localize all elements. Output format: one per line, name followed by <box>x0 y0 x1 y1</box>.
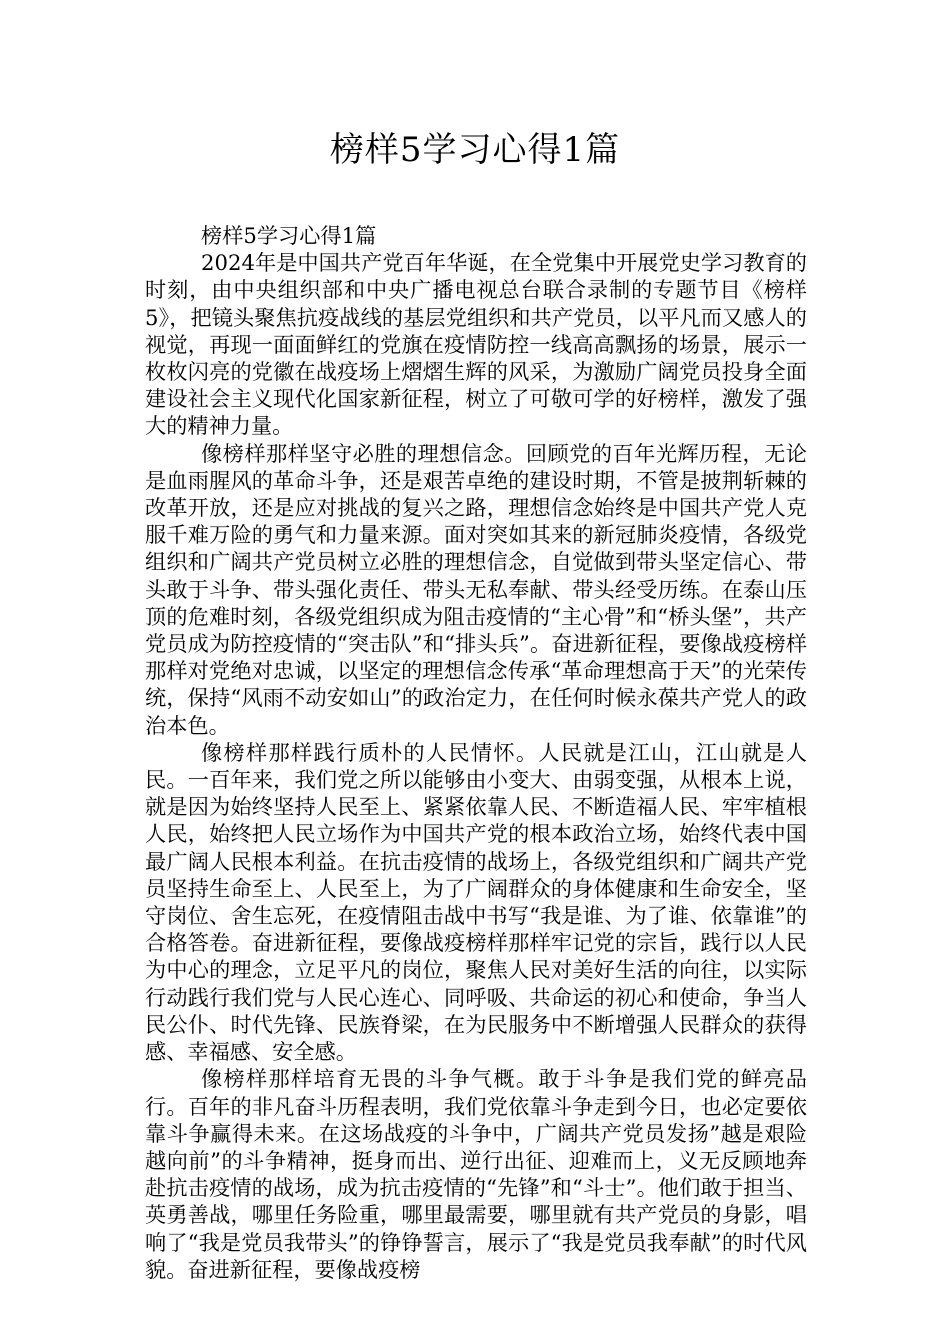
paragraph-intro: 2024年是中国共产党百年华诞，在全党集中开展党史学习教育的时刻，由中央组织部和中央广播电视总台联合录制的专题节目《榜样5》，把镜头聚焦抗疫战线的基层党组织和共产党员，以平凡而又感人的视觉，再现一面面鲜红的党旗在疫情防控一线高高飘扬的场景，展示一枚枚闪亮的党徽在战疫场上熠熠生辉的风采，为激励广阔党员投身全面建设社会主义现代化国家新征程，树立了可敬可学的好榜样，激发了强大的精神力量。 <box>145 250 807 439</box>
paragraph-struggle: 像榜样那样培育无畏的斗争气概。敢于斗争是我们党的鲜亮品行。百年的非凡奋斗历程表明，我们党依靠斗争走到今日，也必定要依靠斗争赢得未来。在这场战疫的斗争中，广阔共产党员发扬”越是艰险越向前”的斗争精神，挺身而出、逆行出征、迎难而上，义无反顾地奔赴抗击疫情的战场，成为抗击疫情的“先锋”和“斗士”。他们敢于担当、英勇善战，哪里任务险重，哪里最需要，哪里就有共产党员的身影，唱响了“我是党员我带头”的铮铮誓言，展示了“我是党员我奉献”的时代风貌。奋进新征程，要像战疫榜 <box>145 1066 807 1282</box>
document-title: 榜样5学习心得1篇 <box>329 130 621 170</box>
document-body <box>145 222 807 1283</box>
paragraph-people: 像榜样那样践行质朴的人民情怀。人民就是江山，江山就是人民。一百年来，我们党之所以能够由小变大、由弱变强，从根本上说，就是因为始终坚持人民至上、紧紧依靠人民、不断造福人民、牢牢植根人民，始终把人民立场作为中国共产党的根本政治立场，始终代表中国最广阔人民根本利益。在抗击疫情的战场上，各级党组织和广阔共产党员坚持生命至上、人民至上，为了广阔群众的身体健康和生命安全，坚守岗位、舍生忘死，在疫情阻击战中书写“我是谁、为了谁、依靠谁”的合格答卷。奋进新征程，要像战疫榜样那样牢记党的宗旨，践行以人民为中心的理念，立足平凡的岗位，聚焦人民对美好生活的向往，以实际行动践行我们党与人民心连心、同呼吸、共命运的初心和使命，争当人民公仆、时代先锋、民族脊梁，在为民服务中不断增强人民群众的获得感、幸福感、安全感。 <box>145 739 807 1065</box>
paragraph-ideals: 像榜样那样坚守必胜的理想信念。回顾党的百年光辉历程，无论是血雨腥风的革命斗争，还是艰苦卓绝的建设时期，不管是披荆斩棘的改革开放，还是应对挑战的复兴之路，理想信念始终是中国共产党人克服千难万险的勇气和力量来源。面对突如其来的新冠肺炎疫情，各级党组织和广阔共产党员树立必胜的理想信念，自觉做到带头坚定信心、带头敢于斗争、带头强化责任、带头无私奉献、带头经受历练。在泰山压顶的危难时刻，各级党组织成为阻击疫情的“主心骨”和“桥头堡”，共产党员成为防控疫情的“突击队”和“排头兵”。奋进新征程，要像战疫榜样那样对党绝对忠诚，以坚定的理想信念传承“革命理想高于天”的光荣传统，保持“风雨不动安如山”的政治定力，在任何时候永葆共产党人的政治本色。 <box>145 440 807 738</box>
paragraph-subtitle: 榜样5学习心得1篇 <box>201 223 377 248</box>
